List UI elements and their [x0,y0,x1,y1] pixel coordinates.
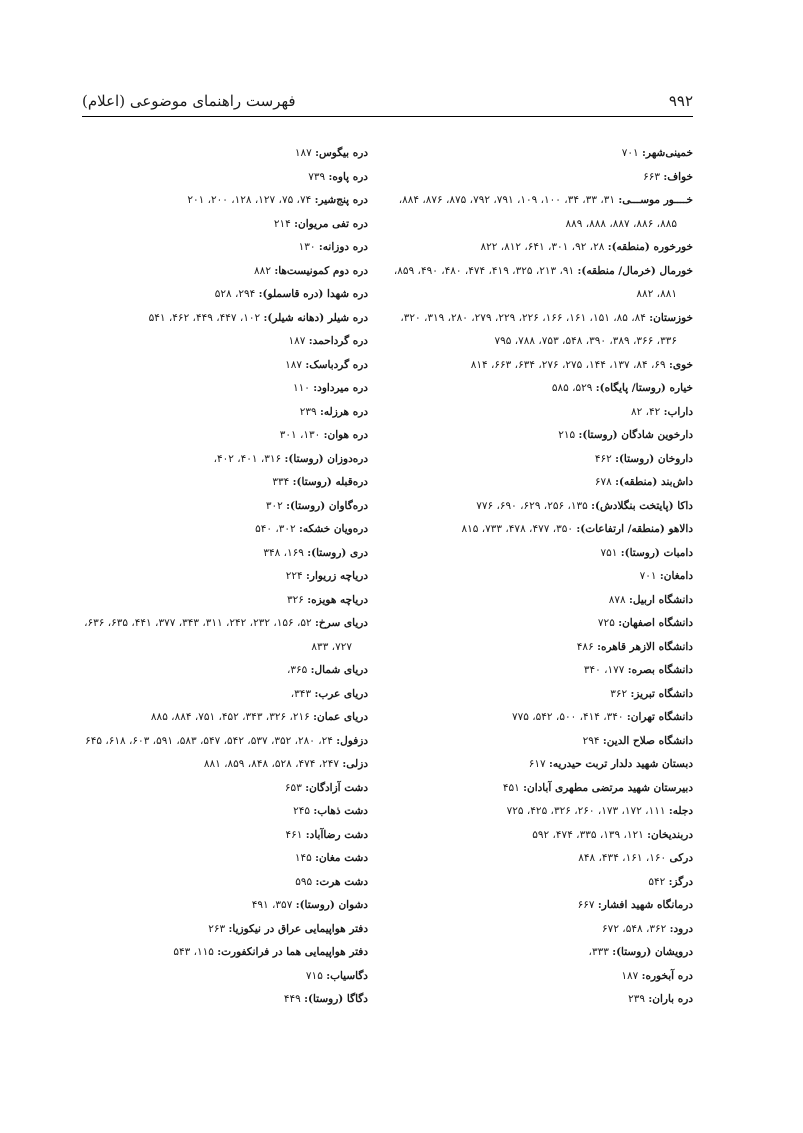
index-page-refs: ۶۶۷ [577,899,595,911]
index-entry [23,260,368,284]
index-entry [23,706,368,730]
index-term: دریای شمال: [310,664,368,676]
index-page-refs: ۸۷۸ [608,593,626,606]
index-term: دره گردباسک: [305,358,368,371]
index-entry [388,706,693,730]
index-page-refs: ۷۲۵ [597,617,615,629]
index-page-refs: ۴۶۲ [594,452,612,465]
index-term: دربندیخان: [647,828,693,841]
index-term: خورمال (خرمال/ منطقه): [577,264,693,277]
index-page-refs: ۴۸۶ [576,640,594,653]
index-entry [388,988,693,1012]
index-entry [388,424,693,448]
index-page-refs: ۳۶۵، [287,664,308,676]
index-term: دره گرداحمد: [308,335,368,347]
index-term: دالاهو (منطقه/ ارتفاعات): [576,523,693,535]
index-term: دریای عرب: [314,687,368,700]
index-entry [388,847,693,871]
index-term: درگز: [668,875,693,888]
index-page-refs: ۴۴۹ [283,993,301,1005]
page-header [82,92,693,117]
index-page-refs: ۱۱۰ [293,382,310,394]
index-page-refs: ۳۱، ۳۳، ۳۴، ۱۰۰، ۱۰۹، ۷۹۱، ۷۹۲، ۸۷۵، ۸۷۶، ۸۸۴، [398,194,615,206]
index-entry [23,871,368,895]
index-page-refs: ۷۵۱ [600,546,618,559]
index-term: دریای سرخ: [315,617,368,629]
index-term: دامبات (روستا): [620,546,693,559]
index-term: دامغان: [659,570,693,582]
index-term: داراب: [663,405,693,418]
index-term: دره پنج‌شیر: [314,194,368,206]
index-page-refs: ۲۴، ۲۸۰، ۳۵۲، ۵۳۷، ۵۴۲، ۵۴۷، ۵۸۳، ۵۹۱، ۶۰۳، ۶۱۸، ۶۴۵ [85,734,333,747]
index-page-refs: ۳۱۶، ۴۰۱، ۴۰۲، [213,452,282,465]
index-term: دشت آزادگان: [305,781,368,794]
index-term: دشت هرت: [315,875,368,888]
index-term: درکی [669,852,693,864]
index-page-refs: ۴۶۱ [285,828,303,841]
index-page-refs: ۱۴۵ [294,852,312,864]
index-page-refs: ۶۷۸ [594,476,612,488]
index-entry [388,636,693,660]
index-entry [23,213,368,237]
index-entry [23,847,368,871]
index-entry [388,941,693,965]
page-number: ۹۹۲ [668,92,693,110]
index-entry [388,189,693,236]
index-page-refs: ۱۱۱، ۱۷۲، ۱۷۳، ۲۶۰، ۳۲۶، ۴۲۵، ۷۲۵ [506,805,666,817]
index-term: خیاره (روستا/ پایگاه): [595,382,693,394]
index-entry [388,683,693,707]
index-page-refs: ۲۶۳ [208,922,226,935]
index-entry [23,589,368,613]
index-page-refs: ۳۳۴ [272,476,290,488]
index-entry [388,777,693,801]
index-entry [23,918,368,942]
index-page-refs: ۴۵۱ [502,781,520,794]
index-entry [388,753,693,777]
index-page-refs: ۲۱۶، ۳۲۶، ۳۴۳، ۴۵۲، ۷۵۱، ۸۸۴، ۸۸۵ [150,711,310,723]
index-entry [23,612,368,659]
index-entry [388,542,693,566]
index-page-refs: ۵۹۵ [295,875,313,888]
index-entry [388,142,693,166]
index-term: خورخوره (منطقه): [607,241,693,253]
index-term: دشت ذهاب: [313,805,368,817]
index-page-refs: ۹۱، ۲۱۳، ۳۲۵، ۴۱۹، ۴۷۴، ۴۸۰، ۴۹۰، ۸۵۹، [393,264,575,277]
index-term: دگاگا (روستا): [304,993,368,1005]
index-entry [23,965,368,989]
index-entry [388,495,693,519]
index-page-refs: ۱۳۰ [298,241,316,253]
index-page-refs: ۱۱۵، ۵۴۳ [173,946,214,958]
index-entry [23,683,368,707]
index-entry [23,894,368,918]
index-page-refs-continued: ۳۳۶، ۳۶۶، ۳۸۹، ۳۹۰، ۵۴۸، ۷۵۳، ۷۸۸، ۷۹۵ [494,335,677,347]
index-term: دره پاوه: [328,170,368,183]
index-page-refs: ۱۰۲، ۴۴۷، ۴۴۹، ۴۶۲، ۵۴۱ [148,311,261,324]
index-page-refs: ۶۵۳ [284,781,302,794]
index-term: دره میرداود: [313,382,368,394]
index-term: دره شیلر (دهانه شیلر): [263,311,368,324]
index-page-refs: ۸۸۲ [254,264,271,277]
index-page-refs: ۲۹۴، ۵۲۸ [214,288,256,300]
index-entry [23,777,368,801]
index-page-refs-continued: ۸۸۵، ۸۸۶، ۸۸۷، ۸۸۸، ۸۸۹ [565,217,677,230]
index-entry [388,871,693,895]
index-page-refs: ۱۷۷، ۳۴۰ [583,664,625,676]
index-entry [388,401,693,425]
index-term: درود: [669,922,693,935]
index-page-refs: ۷۴، ۷۵، ۱۲۷، ۱۲۸، ۲۰۰، ۲۰۱ [187,194,312,206]
index-entry [23,471,368,495]
index-entry [388,448,693,472]
index-entry [388,730,693,754]
index-term: دگاسیاب: [326,969,368,982]
index-entry [388,918,693,942]
index-page-refs: ۲۹۴ [582,734,600,747]
index-entry [23,988,368,1012]
index-page-refs: ۱۶۹، ۳۴۸ [263,546,304,559]
index-entry [388,354,693,378]
index-entry [23,542,368,566]
index-entry [23,824,368,848]
index-page-refs: ۳۶۲، ۵۴۸، ۶۷۲ [602,922,667,935]
index-entry [23,448,368,472]
index-column-left [23,142,368,1012]
index-page-refs: ۳۵۰، ۴۷۷، ۴۷۸، ۷۳۳، ۸۱۵ [461,523,574,535]
index-page-refs: ۷۱۵ [305,969,323,982]
index-entry [388,377,693,401]
index-term: دری (روستا): [307,546,368,559]
index-term: دزلی: [342,758,368,770]
index-page-refs: ۲۳۹ [628,993,646,1005]
index-page-refs-continued: ۷۲۷، ۸۳۳ [311,640,352,653]
index-term: دبستان شهید دلدار تربت حیدریه: [549,758,693,770]
index-term: دره تفی مریوان: [294,217,368,230]
index-page-refs: ۷۰۱ [639,570,657,582]
index-term: دجله: [668,805,693,817]
index-term: دریاچه هویزه: [307,593,368,606]
index-term: داکا (پایتخت بنگلادش): [591,499,693,512]
index-page-refs: ۲۸، ۹۲، ۳۰۱، ۶۴۱، ۸۱۲، ۸۲۲ [480,241,605,253]
index-page-refs: ۳۴۰، ۴۱۴، ۵۰۰، ۵۴۲، ۷۷۵ [512,711,624,723]
running-title: فهرست راهنمای موضوعی (اعلام) [82,92,296,110]
index-term: دانشگاه تبریز: [630,687,693,700]
index-term: خوزستان: [649,311,693,324]
index-term: دزفول: [336,734,368,747]
index-page-refs: ۲۳۹ [299,405,317,418]
index-page-refs: ۱۸۷ [621,969,639,982]
index-page-refs: ۱۳۰، ۳۰۱ [279,429,321,441]
index-entry [388,565,693,589]
index-page-refs: ۳۲۶ [287,593,304,606]
index-term: دره دوم کمونیست‌ها: [274,264,368,277]
index-term: خــــور موســـی: [618,194,693,206]
index-entry [23,730,368,754]
index-page-refs: ۲۴۷، ۴۷۴، ۵۲۸، ۸۴۸، ۸۵۹، ۸۸۱ [203,758,340,770]
index-page-refs: ۷۳۹ [308,170,326,183]
index-page-refs: ۵۴۲ [648,875,666,888]
index-entry [23,753,368,777]
index-page-refs: ۱۶۰، ۱۶۱، ۴۳۴، ۸۴۸ [578,852,667,864]
index-entry [23,565,368,589]
index-term: داش‌بند (منطقه): [615,476,693,488]
index-entry [23,659,368,683]
index-entry [23,354,368,378]
index-term: دفتر هواپیمایی هما در فرانکفورت: [217,946,368,958]
index-page-refs: ۴۲، ۸۲ [631,405,661,418]
index-page-refs: ۱۸۷ [288,335,306,347]
index-column-right [388,142,693,1012]
index-term: دشت مغان: [315,852,368,864]
index-term: دارخوین شادگان (روستا): [578,429,693,441]
index-term: دانشگاه تهران: [626,711,693,723]
index-entry [23,330,368,354]
index-entry [23,518,368,542]
index-entry [23,424,368,448]
index-entry [23,800,368,824]
index-entry [388,894,693,918]
index-term: دانشگاه بصره: [627,664,693,676]
index-entry [23,189,368,213]
index-term: دره بیگوس: [315,147,368,159]
index-page-refs: ۲۱۵ [558,429,576,441]
index-page-refs: ۶۶۳ [643,170,661,183]
index-entry [23,941,368,965]
index-entry [23,377,368,401]
index-term: دره باران: [648,993,693,1005]
index-term: دره‌دوزان (روستا): [284,452,368,465]
index-entry [388,800,693,824]
index-term: دره دوزانه: [318,241,368,253]
index-term: دره هوان: [323,429,368,441]
index-page-refs: ۶۱۷ [528,758,546,770]
index-entry [23,283,368,307]
index-entry [388,471,693,495]
index-term: دانشگاه اصفهان: [618,617,693,629]
index-entry [388,612,693,636]
index-page-refs: ۷۰۱ [621,147,639,159]
index-entry [388,307,693,354]
index-page-refs: ۱۲۱، ۱۳۹، ۳۳۵، ۴۷۴، ۵۹۲ [532,828,644,841]
index-term: دریاچه زریوار: [306,570,368,582]
index-page-refs: ۳۰۲ [265,499,283,512]
index-entry [388,824,693,848]
index-page-refs: ۳۵۷، ۴۹۱ [251,899,293,911]
index-entry [388,518,693,542]
index-term: دانشگاه صلاح الدین: [602,734,693,747]
index-term: دره هرزله: [319,405,368,418]
index-page-refs: ۲۱۴ [273,217,291,230]
index-entry [388,589,693,613]
index-term: درمانگاه شهید افشار: [597,899,693,911]
index-term: دره‌گاوان (روستا): [286,499,368,512]
index-page-refs: ۱۸۷ [285,358,303,371]
index-page-refs: ۶۹، ۸۴، ۱۳۷، ۱۴۴، ۲۷۵، ۲۷۶، ۶۳۴، ۶۶۳، ۸۱۴ [470,358,666,371]
index-page-refs: ۵۲۹، ۵۸۵ [551,382,593,394]
index-term: دشوان (روستا): [295,899,368,911]
index-term: خمینی‌شهر: [642,147,693,159]
index-page-refs-continued: ۸۸۱، ۸۸۲ [636,288,677,300]
index-term: داروخان (روستا): [615,452,693,465]
index-term: خواف: [663,170,693,183]
index-page-refs: ۳۴۳، [290,687,312,700]
index-term: درویشان (روستا): [612,946,693,958]
index-term: دانشگاه اربیل: [629,593,693,606]
index-entry [388,166,693,190]
index-entry [23,236,368,260]
index-term: دره شهدا (دره قاسملو): [258,288,368,300]
index-page-refs: ۳۳۳، [588,946,609,958]
index-term: دره‌قبله (روستا): [292,476,368,488]
index-term: دره‌ویان خشکه: [299,523,368,535]
index-term: دانشگاه الازهر قاهره: [597,640,693,653]
index-entry [23,142,368,166]
index-page-refs: ۳۰۲، ۵۴۰ [255,523,296,535]
index-term: خوی: [668,358,693,371]
index-page-refs: ۱۳۵، ۲۵۶، ۶۲۹، ۶۹۰، ۷۷۶ [476,499,588,512]
index-term: دبیرستان شهید مرتضی مطهری آبادان: [523,781,693,794]
index-term: دفتر هواپیمایی عراق در نیکوزیا: [228,922,368,935]
index-entry [388,965,693,989]
index-page-refs: ۸۴، ۸۵، ۱۵۱، ۱۶۱، ۱۶۶، ۲۲۶، ۲۲۹، ۲۷۹، ۲۸۰، ۳۱۹، ۳۲۰، [400,311,646,324]
index-page-refs: ۵۲، ۱۵۶، ۲۳۲، ۲۴۲، ۳۱۱، ۳۴۳، ۳۷۷، ۴۴۱، ۶۳۵، ۶۳۶، [84,617,312,629]
index-page-refs: ۱۸۷ [294,147,312,159]
index-entry [23,401,368,425]
index-entry [23,495,368,519]
index-entry [23,166,368,190]
index-page-refs: ۲۲۴ [285,570,303,582]
index-entry [23,307,368,331]
index-page-refs: ۳۶۲ [610,687,628,700]
index-term: دره آبخوره: [641,969,693,982]
index-entry [388,236,693,260]
index-term: دریای عمان: [313,711,368,723]
index-entry [388,659,693,683]
index-entry [388,260,693,307]
index-term: دشت رضاآباد: [305,828,368,841]
index-page-refs: ۲۴۵ [293,805,311,817]
